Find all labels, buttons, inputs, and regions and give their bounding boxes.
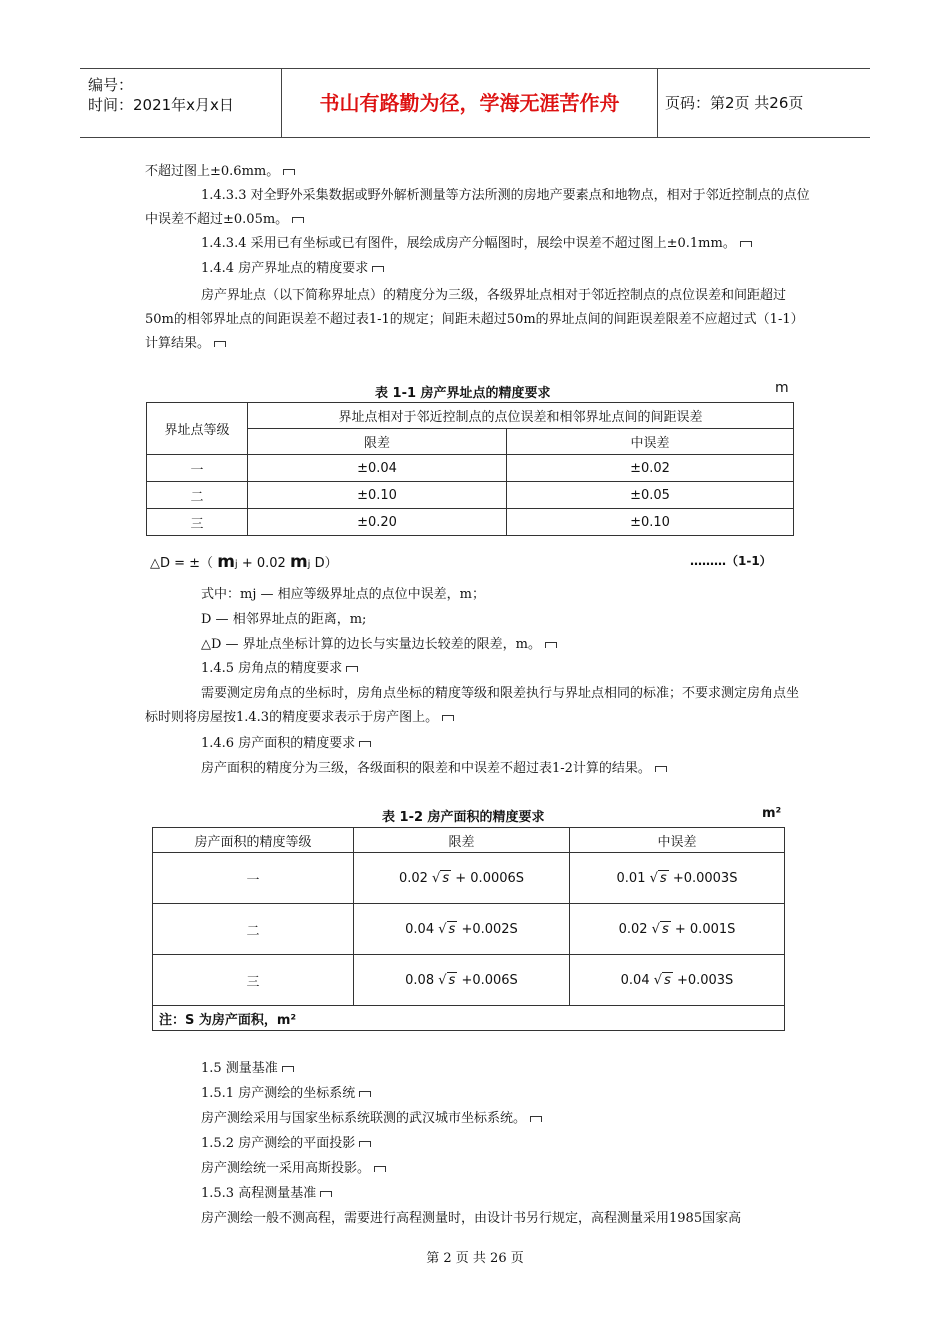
table1-mid: ±0.10: [507, 509, 794, 536]
page-header: [80, 68, 870, 138]
table-row: [153, 904, 785, 955]
table2-caption: 表 1-2 房产面积的精度要求: [382, 810, 545, 825]
table1-subheader-mid: 中误差: [507, 429, 794, 455]
table2: [152, 827, 785, 1031]
header-motto: 书山有路勤为径，学海无涯苦作舟: [281, 69, 658, 137]
section-heading-1-5-2: 1.5.2 房产测绘的平面投影: [145, 1132, 810, 1156]
section-heading-1-5-1: 1.5.1 房产测绘的坐标系统: [145, 1082, 810, 1106]
table1-header-grade: 界址点等级: [147, 403, 248, 455]
table1-mid: ±0.02: [507, 455, 794, 482]
paragraph-area-precision: 房产面积的精度分为三级，各级面积的限差和中误差不超过表1-2计算的结果。: [145, 757, 810, 781]
paragraph-elevation: 房产测绘一般不测高程，需要进行高程测量时，由设计书另行规定，高程测量采用1985国家高: [201, 1211, 742, 1226]
paragraph-boundary-points: 房产界址点（以下简称界址点）的精度分为三级，各级界址点相对于邻近控制点的点位误差和间距超过50m的相邻界址点的间距误差不超过表1-1的规定；间距未超过50m的界址点间的间距误差限差不应超过式（1-1）计算结果。: [145, 288, 804, 351]
table1-subheader-limit: 限差: [248, 429, 507, 455]
table1-caption: 表 1-1 房产界址点的精度要求: [375, 386, 551, 401]
page-footer: 第 2 页 共 26 页: [426, 1251, 524, 1266]
table2-limit: 0.08 √ s +0.006S: [354, 955, 570, 1006]
table2-unit: m²: [762, 806, 782, 821]
formula-legend-delta: △D — 界址点坐标计算的边长与实量边长较差的限差，m。: [145, 633, 810, 657]
page-number-label: 页码：第2页 共26页: [665, 94, 804, 112]
table2-limit: 0.04 √ s +0.002S: [354, 904, 570, 955]
table-row: [147, 455, 794, 482]
table-row: [153, 853, 785, 904]
paragraph-1-4-3-4: 1.4.3.4 采用已有坐标或已有图件，展绘成房产分幅图时，展绘中误差不超过图上±0.1mm。: [145, 232, 810, 256]
paragraph-1-4-3-3: 1.4.3.3 对全野外采集数据或野外解析测量等方法所测的房地产要素点和地物点，相对于邻近控制点的点位中误差不超过±0.05m。: [145, 188, 810, 227]
table2-header-mid: 中误差: [570, 828, 785, 853]
table1-limit: ±0.10: [248, 482, 507, 509]
formula-1-1: △D = ±（ mj + 0.02 mj D）: [150, 552, 338, 572]
table1-limit: ±0.04: [248, 455, 507, 482]
number-label: 编号：: [88, 76, 134, 94]
paragraph-corner-points: 需要测定房角点的坐标时，房角点坐标的精度等级和限差执行与界址点相同的标准；不要求测定房角点坐标时则将房屋按1.4.3的精度要求表示于房产图上。: [145, 686, 800, 725]
formula-legend-d: D — 相邻界址点的距离，m;: [201, 612, 367, 627]
table-row: [147, 482, 794, 509]
table1-header-span: 界址点相对于邻近控制点的点位误差和相邻界址点间的间距误差: [248, 403, 794, 429]
table-row: [153, 955, 785, 1006]
table1-grade: 三: [147, 509, 248, 536]
table2-grade: 一: [153, 853, 354, 904]
table2-mid: 0.04 √ s +0.003S: [570, 955, 785, 1006]
table1-grade: 一: [147, 455, 248, 482]
table-row: [147, 509, 794, 536]
table1-grade: 二: [147, 482, 248, 509]
section-heading-1-5: 1.5 测量基准: [145, 1057, 810, 1081]
table2-grade: 二: [153, 904, 354, 955]
table1-unit: m: [775, 380, 789, 396]
table1-mid: ±0.05: [507, 482, 794, 509]
table1: [146, 402, 794, 536]
table2-note: 注：S 为房产面积，m²: [153, 1006, 785, 1031]
table2-grade: 三: [153, 955, 354, 1006]
table2-header-grade: 房产面积的精度等级: [153, 828, 354, 853]
section-heading-1-4-4: 1.4.4 房产界址点的精度要求: [145, 257, 810, 281]
table2-mid: 0.02 √ s + 0.001S: [570, 904, 785, 955]
table2-limit: 0.02 √ s + 0.0006S: [354, 853, 570, 904]
paragraph-projection: 房产测绘统一采用高斯投影。: [145, 1157, 810, 1181]
table2-header-limit: 限差: [354, 828, 570, 853]
formula-number: ………（1-1）: [690, 554, 772, 568]
date-label: 时间：2021年x月x日: [88, 96, 234, 114]
section-heading-1-4-6: 1.4.6 房产面积的精度要求: [145, 732, 810, 756]
section-heading-1-5-3: 1.5.3 高程测量基准: [145, 1182, 810, 1206]
paragraph-continued: 不超过图上±0.6mm。: [145, 160, 810, 184]
paragraph-coordinate-system: 房产测绘采用与国家坐标系统联测的武汉城市坐标系统。: [145, 1107, 810, 1131]
section-heading-1-4-5: 1.4.5 房角点的精度要求: [145, 657, 810, 681]
table1-limit: ±0.20: [248, 509, 507, 536]
table2-mid: 0.01 √ s +0.0003S: [570, 853, 785, 904]
header-meta: [80, 69, 280, 137]
formula-legend-mj: 式中：mj — 相应等级界址点的点位中误差，m；: [201, 587, 485, 602]
